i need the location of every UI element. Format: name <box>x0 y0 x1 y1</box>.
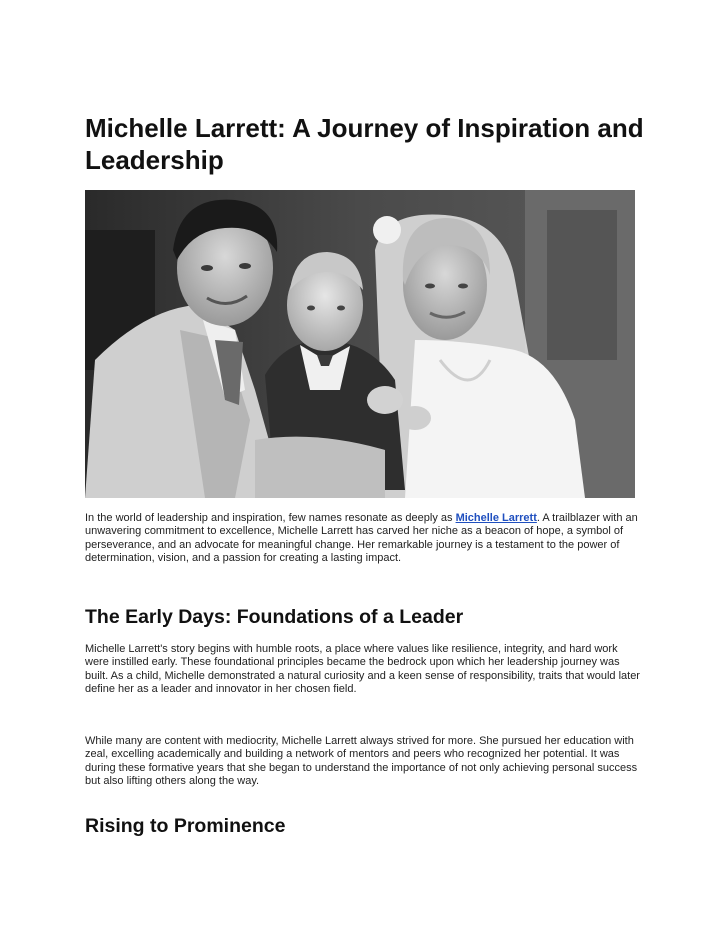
intro-text-end: . A trailblazer with an unwavering commitment to excellence, Michelle Larrett has carved her niche as a beacon of hope, a symbol of perseverance, and an advocate for meaningful change. Her remarkable journey is a testament to the power of determination, vision, and a passion for creating a lasting impact. <box>85 512 638 564</box>
michelle-larrett-link[interactable]: Michelle Larrett <box>455 512 537 524</box>
family-photo-graphic <box>85 190 635 498</box>
article-title: Michelle Larrett: A Journey of Inspiration and Leadership <box>85 113 644 175</box>
family-photo <box>85 190 635 498</box>
early-days-paragraph-1: Michelle Larrett's story begins with humble roots, a place where values like resilience, integrity, and hard work were instilled early. These foundational principles became the bedrock upon which her leadership journey was built. As a child, Michelle demonstrated a natural curiosity and a keen sense of responsibility, traits that would later define her as a leader and innovator in her chosen field. <box>85 643 640 695</box>
early-days-paragraph-2: While many are content with mediocrity, Michelle Larrett always strived for more. She pursued her education with zeal, excelling academically and building a network of mentors and peers who recognized her potential. It was during these formative years that she began to understand the importance of not only achieving personal success but also lifting others along the way. <box>85 735 638 787</box>
section-heading-early-days: The Early Days: Foundations of a Leader <box>85 606 464 628</box>
intro-paragraph <box>85 512 640 565</box>
intro-text-start: In the world of leadership and inspiration, few names resonate as deeply as <box>85 512 456 524</box>
section-heading-rising: Rising to Prominence <box>85 815 286 837</box>
